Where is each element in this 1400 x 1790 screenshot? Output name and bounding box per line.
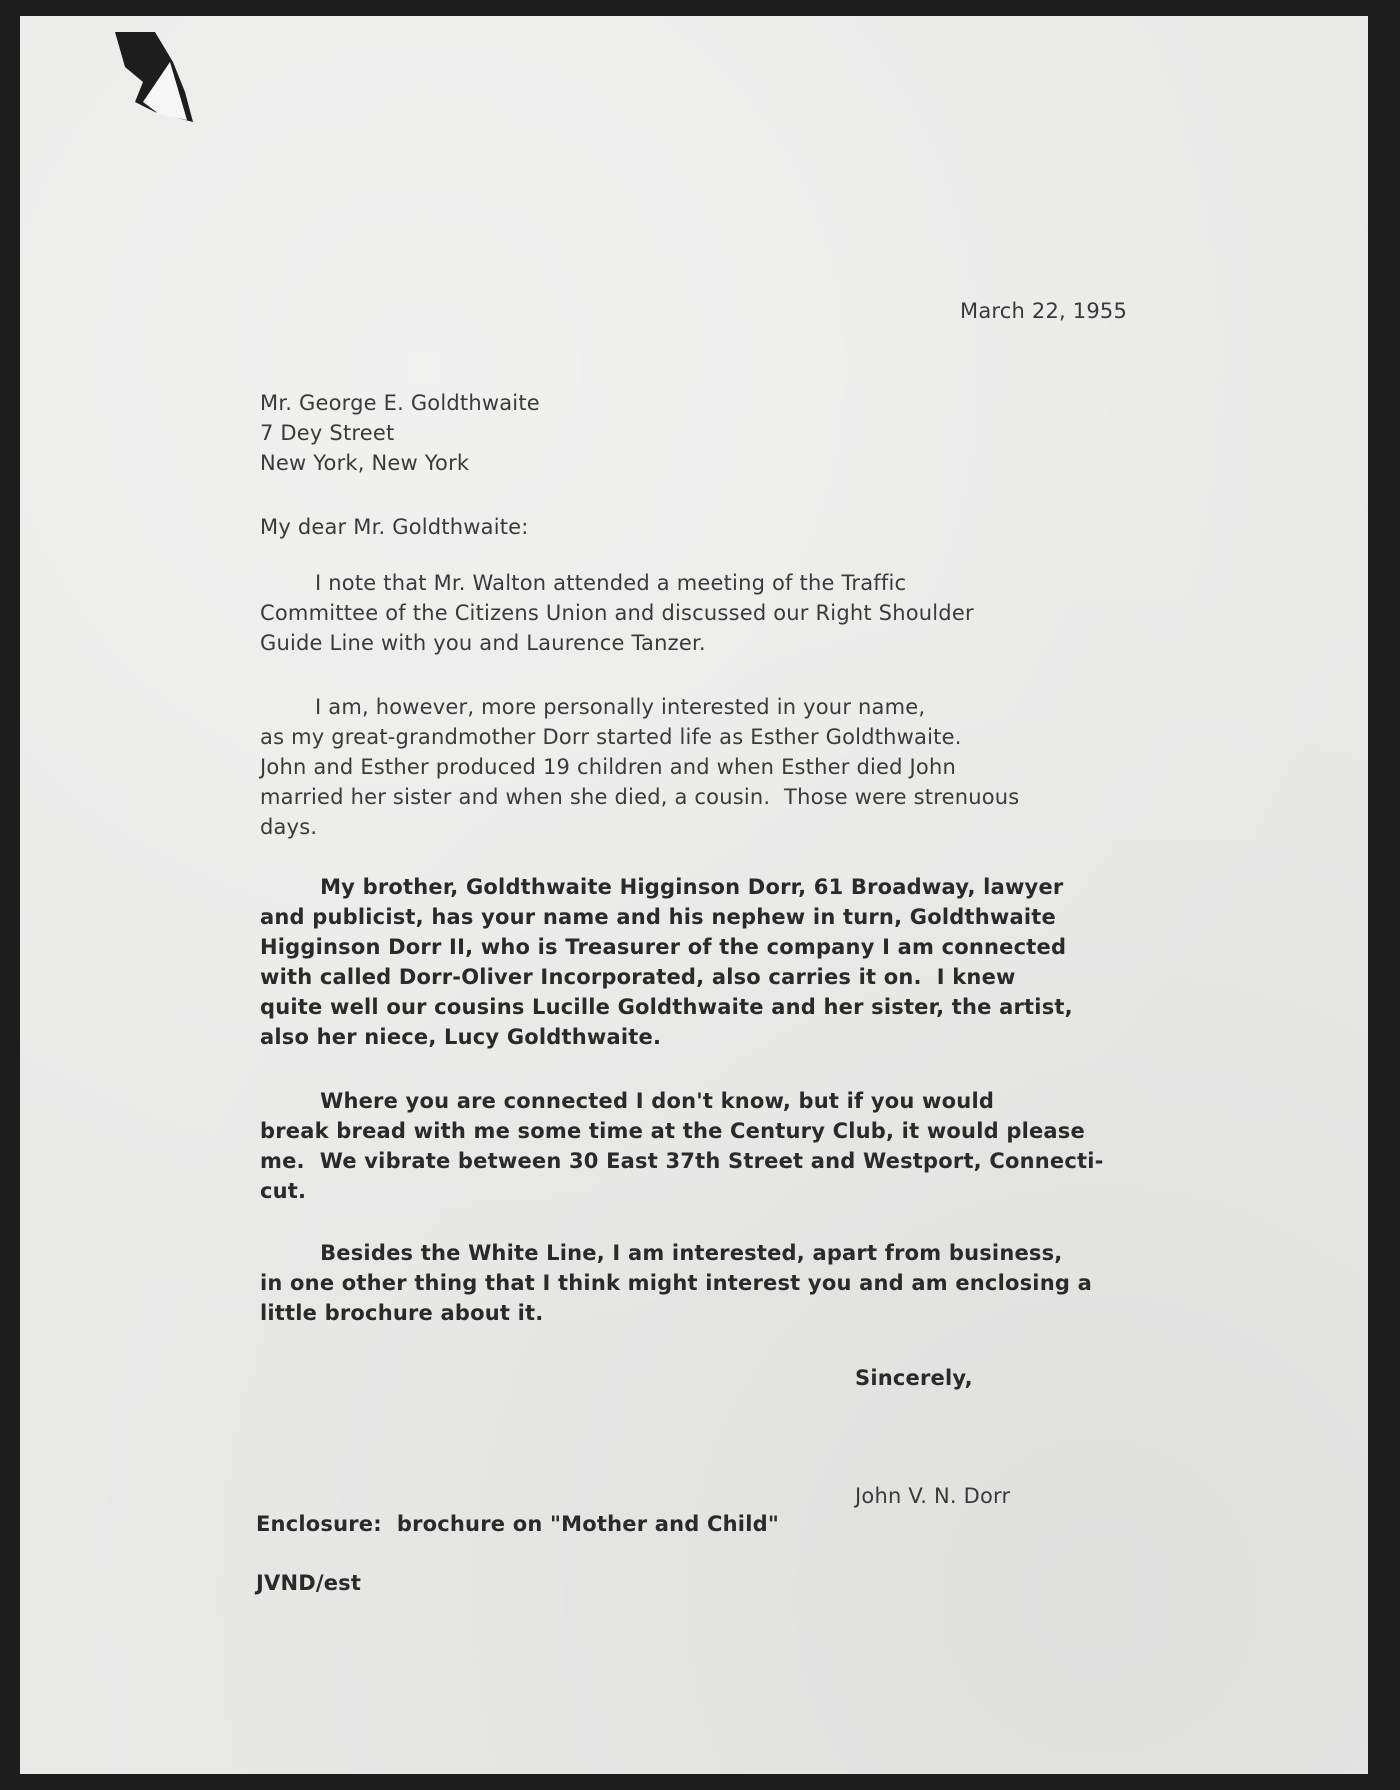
addressee-city: New York, New York bbox=[260, 451, 470, 475]
paragraph-1: I note that Mr. Walton attended a meeting of the Traffic Committee of the Citizens Union and discussed our Right Shoulder Guide Line with you and Laurence Tanzer. bbox=[260, 571, 974, 655]
closing: Sincerely, bbox=[855, 1366, 973, 1390]
addressee-street: 7 Dey Street bbox=[260, 421, 395, 445]
addressee-name: Mr. George E. Goldthwaite bbox=[260, 391, 540, 415]
torn-corner-mark bbox=[115, 32, 225, 142]
paragraph-4: Where you are connected I don't know, but if you would break bread with me some time at the Century Club, it would please me. We vibrate between 30 East 37th Street and Westport, Connecti- cut. bbox=[260, 1089, 1104, 1203]
paragraph-2: I am, however, more personally interested in your name, as my great-grandmother Dorr started life as Esther Goldthwaite. John and Esther produced 19 children and when Esther died John married her sister and when she died, a cousin. Those were strenuous days. bbox=[260, 695, 1020, 839]
reference-initials: JVND/est bbox=[256, 1571, 362, 1595]
paragraph-3: My brother, Goldthwaite Higginson Dorr, 61 Broadway, lawyer and publicist, has your name and his nephew in turn, Goldthwaite Higginson Dorr II, who is Treasurer of the company I am connected with called Dorr-Oliver Incorporated, also carries it on. I knew quite well our cousins Lucille Goldthwaite and her sister, the artist, also her niece, Lucy Goldthwaite. bbox=[260, 875, 1073, 1049]
addressee-block bbox=[260, 388, 540, 478]
letter-page bbox=[20, 16, 1368, 1774]
enclosure-note: Enclosure: brochure on "Mother and Child" bbox=[256, 1512, 779, 1536]
paragraph-5: Besides the White Line, I am interested, apart from business, in one other thing that I think might interest you and am enclosing a little brochure about it. bbox=[260, 1241, 1092, 1325]
letter-date: March 22, 1955 bbox=[960, 299, 1128, 323]
signer-name: John V. N. Dorr bbox=[855, 1484, 1011, 1508]
salutation: My dear Mr. Goldthwaite: bbox=[260, 515, 529, 539]
